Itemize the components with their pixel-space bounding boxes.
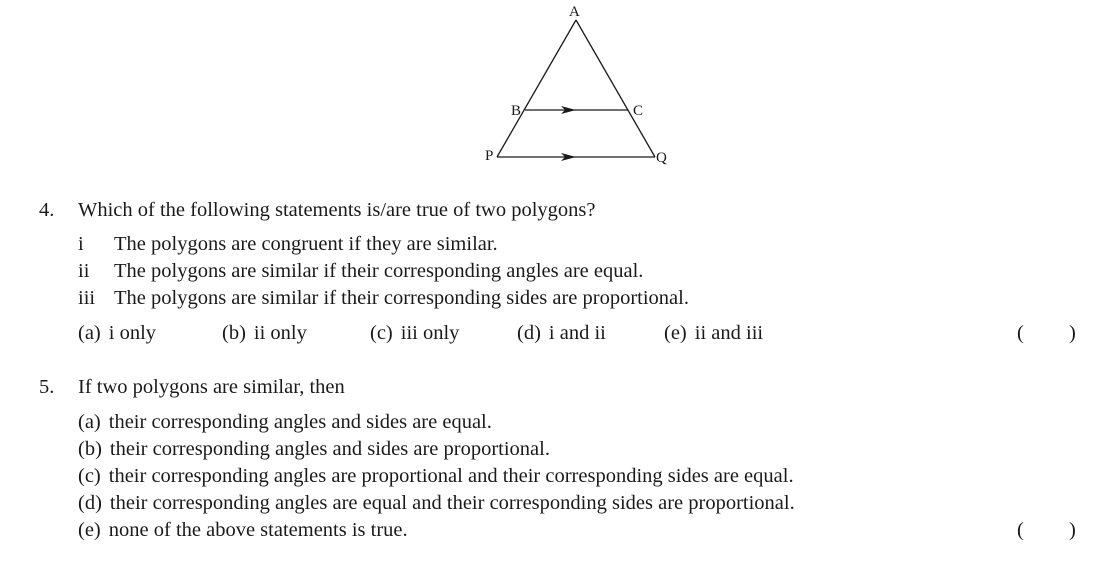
question-4-number: 4. [39, 199, 55, 221]
vertex-label-b: B [511, 103, 522, 119]
statement-i-text: The polygons are congruent if they are similar. [114, 233, 498, 255]
vertex-label-a: A [569, 4, 580, 20]
option-letter: (b) [78, 438, 102, 460]
option-text: their corresponding angles and sides are proportional. [109, 438, 550, 460]
statement-i-number: i [78, 233, 84, 255]
statement-ii-number: ii [78, 260, 90, 282]
option-text: their corresponding angles and sides are equal. [108, 411, 492, 433]
option-letter: (e) [78, 519, 101, 541]
side-aq [576, 20, 655, 157]
side-ap [497, 20, 576, 157]
option-text: iii only [400, 322, 460, 344]
option-text: i and ii [548, 322, 606, 344]
option-letter: (d) [517, 322, 541, 344]
q4-option-a[interactable] [78, 321, 156, 345]
statement-ii-text: The polygons are similar if their corresponding angles are equal. [114, 260, 644, 282]
q4-option-d[interactable] [517, 321, 606, 345]
question-5-number: 5. [39, 376, 55, 398]
vertex-label-c: C [633, 103, 644, 119]
q5-answer-blank-open: ( [1017, 519, 1024, 541]
q4-answer-blank-open: ( [1017, 322, 1024, 344]
q4-option-e[interactable] [664, 321, 763, 345]
option-letter: (c) [78, 465, 101, 487]
q5-option-b[interactable] [78, 437, 550, 461]
question-5-text: If two polygons are similar, then [78, 376, 345, 398]
option-text: ii and iii [694, 322, 764, 344]
option-letter: (a) [78, 411, 101, 433]
q4-option-c[interactable] [370, 321, 459, 345]
option-text: their corresponding angles are proportional and their corresponding sides are equal. [108, 465, 794, 487]
option-letter: (e) [664, 322, 687, 344]
question-4-text: Which of the following statements is/are true of two polygons? [78, 199, 596, 221]
option-letter: (b) [222, 322, 246, 344]
q4-option-b[interactable] [222, 321, 307, 345]
statement-iii-text: The polygons are similar if their corresponding sides are proportional. [114, 287, 689, 309]
option-letter: (d) [78, 492, 102, 514]
option-letter: (a) [78, 322, 101, 344]
option-text: their corresponding angles are equal and their corresponding sides are proportional. [109, 492, 795, 514]
statement-iii-number: iii [78, 287, 96, 309]
option-text: i only [108, 322, 157, 344]
q4-answer-blank-close: ) [1069, 322, 1076, 344]
q5-option-e[interactable] [78, 518, 408, 542]
q5-option-a[interactable] [78, 410, 492, 434]
q5-answer-blank-close: ) [1069, 519, 1076, 541]
option-text: none of the above statements is true. [108, 519, 408, 541]
vertex-label-q: Q [656, 150, 667, 166]
q5-option-c[interactable] [78, 464, 794, 488]
vertex-label-p: P [485, 148, 494, 164]
q5-option-d[interactable] [78, 491, 795, 515]
option-letter: (c) [370, 322, 393, 344]
option-text: ii only [253, 322, 307, 344]
triangle-figure [470, 0, 680, 170]
